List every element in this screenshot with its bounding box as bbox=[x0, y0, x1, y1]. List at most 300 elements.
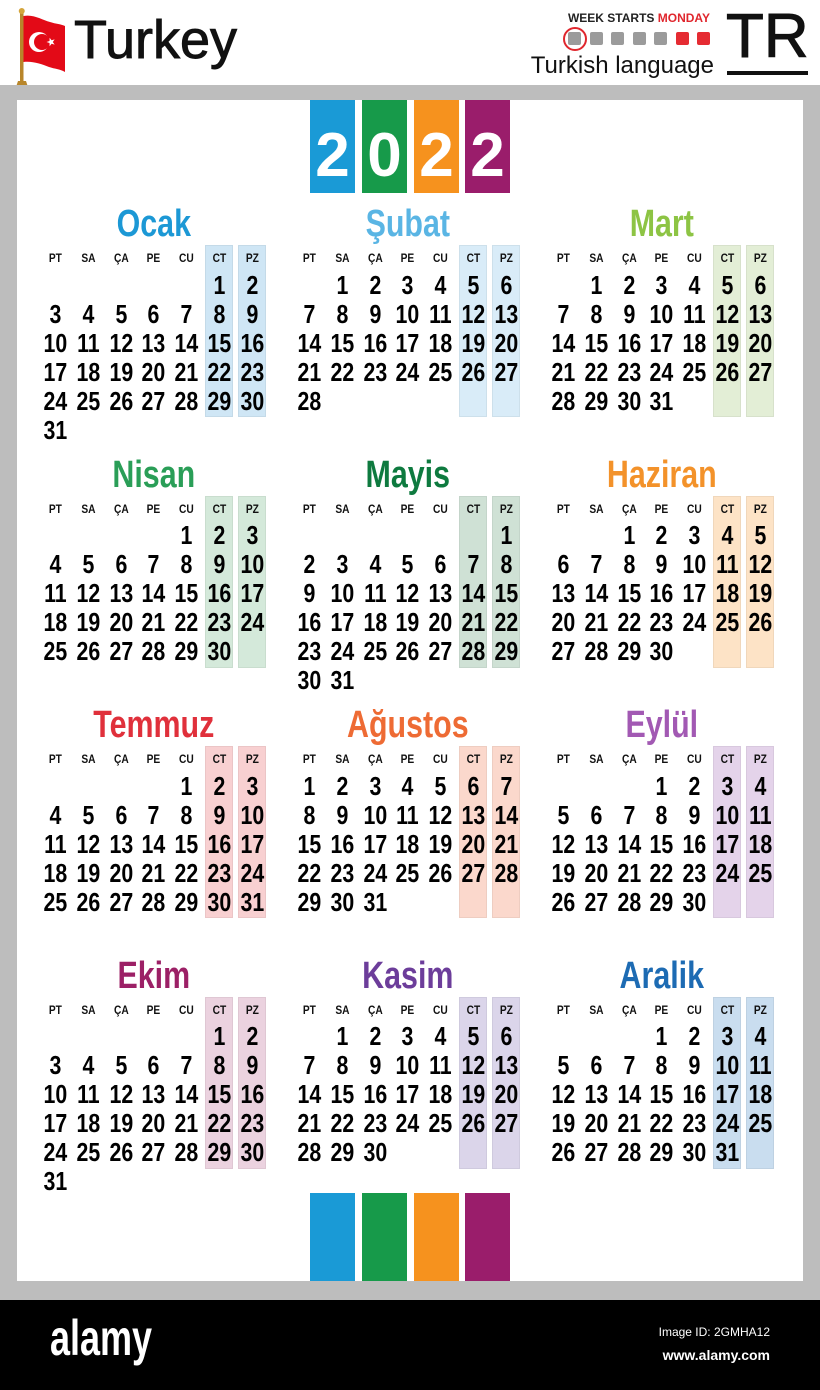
weekday-header: CU bbox=[433, 752, 448, 766]
date-cell: 8 bbox=[655, 799, 668, 830]
weekday-header: SA bbox=[335, 501, 350, 516]
weekend-date-cell: 12 bbox=[461, 298, 486, 329]
date-cell: 25 bbox=[428, 356, 453, 387]
weekday-header: CT bbox=[466, 501, 481, 516]
weekend-date-cell: 15 bbox=[494, 578, 519, 608]
month-block bbox=[547, 956, 777, 1196]
date-cell: 23 bbox=[363, 356, 387, 387]
weekday-header: PT bbox=[302, 501, 316, 516]
date-cell: 9 bbox=[688, 799, 701, 830]
weekend-date-cell: 8 bbox=[213, 298, 226, 329]
date-cell: 18 bbox=[428, 1079, 453, 1109]
weekday-header: SA bbox=[589, 501, 604, 516]
date-cell: 15 bbox=[330, 327, 355, 358]
date-cell: 15 bbox=[174, 578, 199, 608]
date-cell: 25 bbox=[43, 636, 68, 666]
date-cell: 13 bbox=[109, 828, 133, 859]
date-cell: 23 bbox=[297, 636, 322, 666]
weekend-date-cell: 26 bbox=[461, 1108, 486, 1138]
date-cell: 22 bbox=[174, 857, 199, 888]
date-cell: 18 bbox=[395, 828, 420, 859]
date-cell: 27 bbox=[428, 636, 453, 666]
date-cell: 18 bbox=[76, 356, 101, 387]
date-cell: 8 bbox=[655, 1050, 668, 1080]
weekend-date-cell: 27 bbox=[748, 356, 773, 387]
date-cell: 24 bbox=[330, 636, 355, 666]
date-cell: 1 bbox=[336, 269, 349, 300]
date-cell: 8 bbox=[336, 1050, 349, 1080]
date-cell: 15 bbox=[330, 1079, 355, 1109]
weekend-date-cell: 14 bbox=[461, 578, 486, 608]
date-cell: 12 bbox=[109, 1079, 133, 1109]
date-cell: 20 bbox=[584, 1108, 609, 1138]
date-cell: 12 bbox=[551, 1079, 576, 1109]
year-digit-box bbox=[414, 100, 459, 193]
weekend-date-cell: 9 bbox=[213, 549, 226, 579]
date-cell: 23 bbox=[682, 857, 707, 888]
date-cell: 15 bbox=[649, 1079, 674, 1109]
date-cell: 9 bbox=[336, 799, 349, 830]
date-cell: 10 bbox=[363, 799, 387, 830]
weekday-header: ÇA bbox=[621, 1002, 637, 1017]
date-cell: 17 bbox=[682, 578, 707, 608]
date-cell: 6 bbox=[147, 1050, 160, 1080]
date-cell: 22 bbox=[617, 607, 641, 637]
weekday-header: SA bbox=[335, 251, 350, 265]
date-cell: 7 bbox=[303, 298, 316, 329]
date-cell: 3 bbox=[49, 298, 62, 329]
date-cell: 8 bbox=[180, 799, 193, 830]
weekend-date-cell: 22 bbox=[494, 607, 519, 637]
weekend-date-cell: 16 bbox=[207, 828, 232, 859]
weekday-header: ÇA bbox=[113, 752, 129, 766]
weekend-date-cell: 1 bbox=[213, 1021, 226, 1051]
month-block bbox=[39, 705, 269, 945]
weekday-header: SA bbox=[589, 251, 604, 265]
date-cell: 14 bbox=[174, 327, 199, 358]
weekday-header: PE bbox=[400, 501, 415, 516]
weekend-date-cell: 16 bbox=[240, 1079, 265, 1109]
date-cell: 22 bbox=[649, 857, 674, 888]
weekday-header: CT bbox=[212, 251, 227, 265]
weekend-date-cell: 26 bbox=[715, 356, 740, 387]
date-cell: 14 bbox=[617, 828, 641, 859]
year-digit-box bbox=[310, 100, 355, 193]
date-cell: 7 bbox=[623, 799, 635, 830]
date-cell: 23 bbox=[682, 1108, 707, 1138]
weekday-header: PT bbox=[556, 251, 570, 265]
date-cell: 22 bbox=[174, 607, 199, 637]
date-cell: 7 bbox=[147, 799, 160, 830]
date-cell: 14 bbox=[141, 578, 166, 608]
date-cell: 23 bbox=[330, 857, 355, 888]
weekend-date-cell: 18 bbox=[715, 578, 740, 608]
date-cell: 8 bbox=[180, 549, 193, 579]
weekday-header: SA bbox=[81, 251, 96, 265]
date-cell: 11 bbox=[363, 578, 387, 608]
country-name: Turkey bbox=[74, 10, 238, 70]
date-cell: 17 bbox=[395, 1079, 420, 1109]
weekend-date-cell: 24 bbox=[240, 607, 265, 637]
weekend-date-cell: 2 bbox=[213, 520, 226, 550]
weekend-date-cell: 4 bbox=[754, 1021, 767, 1051]
date-cell: 21 bbox=[141, 607, 166, 637]
date-cell: 10 bbox=[330, 578, 355, 608]
weekday-header: PT bbox=[48, 752, 62, 766]
date-cell: 21 bbox=[551, 356, 576, 387]
weekday-header: ÇA bbox=[621, 752, 637, 766]
weekend-date-cell: 19 bbox=[461, 327, 486, 358]
date-cell: 27 bbox=[584, 886, 609, 917]
date-cell: 7 bbox=[557, 298, 570, 329]
date-cell: 2 bbox=[655, 520, 668, 550]
date-cell: 24 bbox=[363, 857, 387, 888]
week-starts-prefix: WEEK STARTS bbox=[567, 11, 655, 25]
date-cell: 26 bbox=[551, 1137, 576, 1167]
weekday-header: CT bbox=[720, 501, 735, 516]
weekend-date-cell: 18 bbox=[748, 828, 773, 859]
month-title: Nisan bbox=[112, 453, 196, 496]
month-title: Ağustos bbox=[346, 704, 469, 746]
weekday-header: PT bbox=[556, 752, 570, 766]
weekday-header: PT bbox=[48, 251, 62, 265]
month-title: Ekim bbox=[117, 954, 191, 997]
date-cell: 21 bbox=[141, 857, 166, 888]
date-cell: 3 bbox=[401, 269, 414, 300]
weekday-header: PE bbox=[146, 1002, 161, 1017]
date-cell: 22 bbox=[584, 356, 609, 387]
weekend-date-cell: 25 bbox=[748, 857, 773, 888]
weekday-header: ÇA bbox=[621, 501, 637, 516]
date-cell: 12 bbox=[76, 578, 101, 608]
month-title: Kasim bbox=[362, 954, 454, 997]
month-title: Mart bbox=[629, 203, 694, 245]
color-bar bbox=[310, 1193, 355, 1281]
country-code: TR bbox=[726, 2, 809, 71]
date-cell: 1 bbox=[655, 770, 668, 801]
weekday-header: PZ bbox=[245, 752, 259, 766]
weekend-date-cell: 25 bbox=[715, 607, 740, 637]
date-cell: 11 bbox=[429, 298, 452, 329]
date-cell: 1 bbox=[180, 770, 193, 801]
weekend-date-cell: 27 bbox=[494, 356, 519, 387]
date-cell: 9 bbox=[369, 298, 381, 329]
date-cell: 28 bbox=[141, 886, 166, 917]
date-cell: 24 bbox=[395, 356, 420, 387]
date-cell: 7 bbox=[623, 1050, 635, 1080]
date-cell: 14 bbox=[617, 1079, 641, 1109]
date-cell: 24 bbox=[395, 1108, 420, 1138]
weekend-date-cell: 11 bbox=[716, 549, 739, 579]
weekend-date-cell: 30 bbox=[207, 636, 232, 666]
date-cell: 7 bbox=[180, 298, 193, 329]
date-cell: 31 bbox=[649, 385, 674, 416]
date-cell: 23 bbox=[617, 356, 641, 387]
weekend-date-cell: 17 bbox=[715, 1079, 740, 1109]
date-cell: 5 bbox=[434, 770, 447, 801]
weekday-header: PE bbox=[654, 501, 669, 516]
weekday-indicator-square bbox=[697, 32, 710, 45]
weekend-date-cell: 6 bbox=[500, 269, 513, 300]
date-cell: 2 bbox=[303, 549, 316, 579]
weekday-header: ÇA bbox=[113, 501, 129, 516]
date-cell: 21 bbox=[174, 1108, 199, 1138]
date-cell: 5 bbox=[557, 799, 570, 830]
date-cell: 31 bbox=[330, 665, 355, 695]
weekday-header: CT bbox=[212, 1002, 227, 1017]
date-cell: 25 bbox=[43, 886, 68, 917]
date-cell: 29 bbox=[649, 886, 674, 917]
date-cell: 29 bbox=[584, 385, 609, 416]
date-cell: 28 bbox=[141, 636, 166, 666]
date-cell: 6 bbox=[115, 799, 127, 830]
weekday-header: PZ bbox=[753, 251, 767, 265]
date-cell: 4 bbox=[434, 1021, 447, 1051]
month-block bbox=[293, 956, 523, 1196]
weekend-date-cell: 29 bbox=[207, 385, 232, 416]
color-bar bbox=[465, 1193, 510, 1281]
weekday-indicator-square bbox=[590, 32, 603, 45]
weekday-header: CT bbox=[466, 752, 481, 766]
date-cell: 30 bbox=[297, 665, 322, 695]
date-cell: 14 bbox=[174, 1079, 199, 1109]
date-cell: 31 bbox=[43, 1166, 68, 1196]
date-cell: 7 bbox=[303, 1050, 316, 1080]
date-cell: 26 bbox=[428, 857, 453, 888]
weekend-date-cell: 23 bbox=[207, 857, 232, 888]
date-cell: 28 bbox=[174, 1137, 199, 1167]
weekend-date-cell: 27 bbox=[494, 1108, 519, 1138]
date-cell: 1 bbox=[590, 269, 603, 300]
weekday-header: PZ bbox=[245, 251, 259, 265]
date-cell: 17 bbox=[649, 327, 674, 358]
country-code-underline bbox=[727, 71, 808, 75]
date-cell: 23 bbox=[649, 607, 674, 637]
date-cell: 1 bbox=[180, 520, 193, 550]
date-cell: 29 bbox=[330, 1137, 355, 1167]
date-cell: 30 bbox=[682, 886, 707, 917]
date-cell: 11 bbox=[396, 799, 420, 830]
weekend-date-cell: 3 bbox=[246, 520, 259, 550]
date-cell: 9 bbox=[655, 549, 668, 579]
header bbox=[0, 0, 820, 85]
date-cell: 18 bbox=[76, 1108, 101, 1138]
date-cell: 30 bbox=[682, 1137, 707, 1167]
year-digit: 2 bbox=[315, 121, 350, 190]
date-cell: 22 bbox=[649, 1108, 674, 1138]
date-cell: 16 bbox=[682, 1079, 707, 1109]
weekday-header: CT bbox=[720, 251, 735, 265]
weekend-date-cell: 12 bbox=[461, 1050, 486, 1080]
weekend-date-cell: 5 bbox=[467, 1021, 480, 1051]
date-cell: 4 bbox=[82, 298, 95, 329]
date-cell: 21 bbox=[617, 1108, 641, 1138]
month-block bbox=[547, 455, 777, 695]
date-cell: 27 bbox=[109, 636, 133, 666]
date-cell: 7 bbox=[147, 549, 160, 579]
date-cell: 11 bbox=[44, 828, 67, 859]
month-block bbox=[293, 455, 523, 695]
month-title: Ocak bbox=[116, 203, 191, 245]
date-cell: 26 bbox=[76, 636, 101, 666]
date-cell: 3 bbox=[49, 1050, 62, 1080]
weekend-date-cell: 6 bbox=[754, 269, 767, 300]
month-block bbox=[39, 956, 269, 1196]
date-cell: 19 bbox=[551, 857, 576, 888]
weekday-header: PZ bbox=[753, 752, 767, 766]
weekday-header: PE bbox=[146, 251, 161, 265]
date-cell: 17 bbox=[43, 1108, 68, 1138]
date-cell: 26 bbox=[76, 886, 101, 917]
weekday-header: PE bbox=[146, 752, 161, 766]
year-digit-box bbox=[465, 100, 510, 193]
weekend-date-cell: 28 bbox=[461, 636, 486, 666]
year-digit-box bbox=[362, 100, 407, 193]
date-cell: 8 bbox=[590, 298, 603, 329]
date-cell: 15 bbox=[584, 327, 609, 358]
weekday-header: PE bbox=[654, 752, 669, 766]
date-cell: 19 bbox=[551, 1108, 576, 1138]
date-cell: 31 bbox=[43, 414, 68, 445]
date-cell: 13 bbox=[584, 828, 609, 859]
date-cell: 9 bbox=[688, 1050, 701, 1080]
date-cell: 22 bbox=[330, 1108, 355, 1138]
date-cell: 23 bbox=[363, 1108, 387, 1138]
month-block bbox=[547, 705, 777, 945]
month-block bbox=[39, 455, 269, 695]
month-block bbox=[547, 204, 777, 444]
weekend-date-cell: 31 bbox=[715, 1137, 740, 1167]
weekday-header: ÇA bbox=[367, 501, 383, 516]
weekend-date-cell: 20 bbox=[748, 327, 773, 358]
weekend-date-cell: 9 bbox=[246, 298, 259, 329]
weekday-header: CU bbox=[179, 501, 194, 516]
date-cell: 10 bbox=[43, 327, 68, 358]
weekend-date-cell: 9 bbox=[213, 799, 226, 830]
date-cell: 25 bbox=[76, 385, 101, 416]
weekend-date-cell: 3 bbox=[721, 1021, 734, 1051]
weekend-date-cell: 23 bbox=[240, 1108, 265, 1138]
language-label: Turkish language bbox=[530, 52, 714, 79]
weekday-header: PZ bbox=[499, 251, 513, 265]
weekday-header: PZ bbox=[753, 501, 767, 516]
date-cell: 21 bbox=[584, 607, 609, 637]
date-cell: 17 bbox=[395, 327, 420, 358]
weekday-header: PZ bbox=[245, 501, 259, 516]
date-cell: 8 bbox=[336, 298, 349, 329]
date-cell: 1 bbox=[623, 520, 635, 550]
weekend-date-cell: 2 bbox=[246, 1021, 259, 1051]
weekend-date-cell: 13 bbox=[748, 298, 773, 329]
weekday-header: PT bbox=[302, 251, 316, 265]
date-cell: 15 bbox=[297, 828, 322, 859]
date-cell: 11 bbox=[76, 327, 100, 358]
date-cell: 21 bbox=[617, 857, 641, 888]
date-cell: 16 bbox=[330, 828, 355, 859]
date-cell: 6 bbox=[434, 549, 447, 579]
weekend-date-cell: 2 bbox=[213, 770, 226, 801]
date-cell: 3 bbox=[369, 770, 381, 801]
date-cell: 4 bbox=[401, 770, 414, 801]
date-cell: 12 bbox=[395, 578, 420, 608]
date-cell: 2 bbox=[688, 770, 701, 801]
date-cell: 21 bbox=[297, 1108, 322, 1138]
date-cell: 5 bbox=[82, 799, 95, 830]
date-cell: 9 bbox=[303, 578, 316, 608]
date-cell: 2 bbox=[369, 269, 381, 300]
date-cell: 24 bbox=[682, 607, 707, 637]
date-cell: 28 bbox=[617, 886, 641, 917]
weekend-date-cell: 13 bbox=[494, 1050, 519, 1080]
date-cell: 26 bbox=[395, 636, 420, 666]
date-cell: 2 bbox=[369, 1021, 381, 1051]
date-cell: 19 bbox=[76, 857, 101, 888]
weekend-date-cell: 17 bbox=[240, 828, 265, 859]
date-cell: 28 bbox=[297, 385, 322, 416]
date-cell: 20 bbox=[428, 607, 453, 637]
weekday-header: PE bbox=[146, 501, 161, 516]
weekday-header: SA bbox=[335, 752, 350, 766]
date-cell: 13 bbox=[109, 578, 133, 608]
weekend-date-cell: 5 bbox=[754, 520, 767, 550]
date-cell: 28 bbox=[174, 385, 199, 416]
date-cell: 13 bbox=[141, 327, 166, 358]
date-cell: 16 bbox=[363, 327, 387, 358]
weekday-header: CU bbox=[179, 251, 194, 265]
date-cell: 13 bbox=[141, 1079, 166, 1109]
date-cell: 20 bbox=[109, 607, 133, 637]
weekend-date-cell: 10 bbox=[715, 799, 740, 830]
alamy-logo: alamy bbox=[50, 1310, 153, 1366]
weekend-date-cell: 30 bbox=[207, 886, 232, 917]
date-cell: 7 bbox=[180, 1050, 193, 1080]
weekend-date-cell: 25 bbox=[748, 1108, 773, 1138]
month-title: Aralik bbox=[619, 954, 705, 997]
watermark-band bbox=[0, 1300, 820, 1390]
weekend-date-cell: 7 bbox=[467, 549, 480, 579]
date-cell: 28 bbox=[551, 385, 576, 416]
date-cell: 14 bbox=[297, 327, 322, 358]
date-cell: 4 bbox=[369, 549, 381, 579]
date-cell: 18 bbox=[43, 857, 68, 888]
date-cell: 1 bbox=[303, 770, 316, 801]
date-cell: 3 bbox=[336, 549, 349, 579]
date-cell: 29 bbox=[297, 886, 322, 917]
date-cell: 4 bbox=[688, 269, 701, 300]
date-cell: 14 bbox=[551, 327, 576, 358]
date-cell: 10 bbox=[682, 549, 707, 579]
weekend-date-cell: 15 bbox=[207, 327, 232, 358]
date-cell: 12 bbox=[551, 828, 576, 859]
date-cell: 16 bbox=[649, 578, 674, 608]
weekend-date-cell: 27 bbox=[461, 857, 486, 888]
date-cell: 26 bbox=[109, 1137, 133, 1167]
date-cell: 25 bbox=[682, 356, 707, 387]
weekday-header: PE bbox=[400, 752, 415, 766]
weekend-date-cell: 11 bbox=[748, 799, 772, 830]
weekday-header: CU bbox=[687, 251, 702, 265]
date-cell: 3 bbox=[655, 269, 668, 300]
weekday-header: PT bbox=[556, 1002, 570, 1017]
month-block bbox=[293, 705, 523, 945]
month-title: Şubat bbox=[365, 203, 451, 245]
date-cell: 6 bbox=[557, 549, 570, 579]
weekend-date-cell: 6 bbox=[467, 770, 480, 801]
month-block bbox=[39, 204, 269, 444]
date-cell: 19 bbox=[109, 356, 133, 387]
date-cell: 3 bbox=[688, 520, 701, 550]
date-cell: 25 bbox=[76, 1137, 101, 1167]
